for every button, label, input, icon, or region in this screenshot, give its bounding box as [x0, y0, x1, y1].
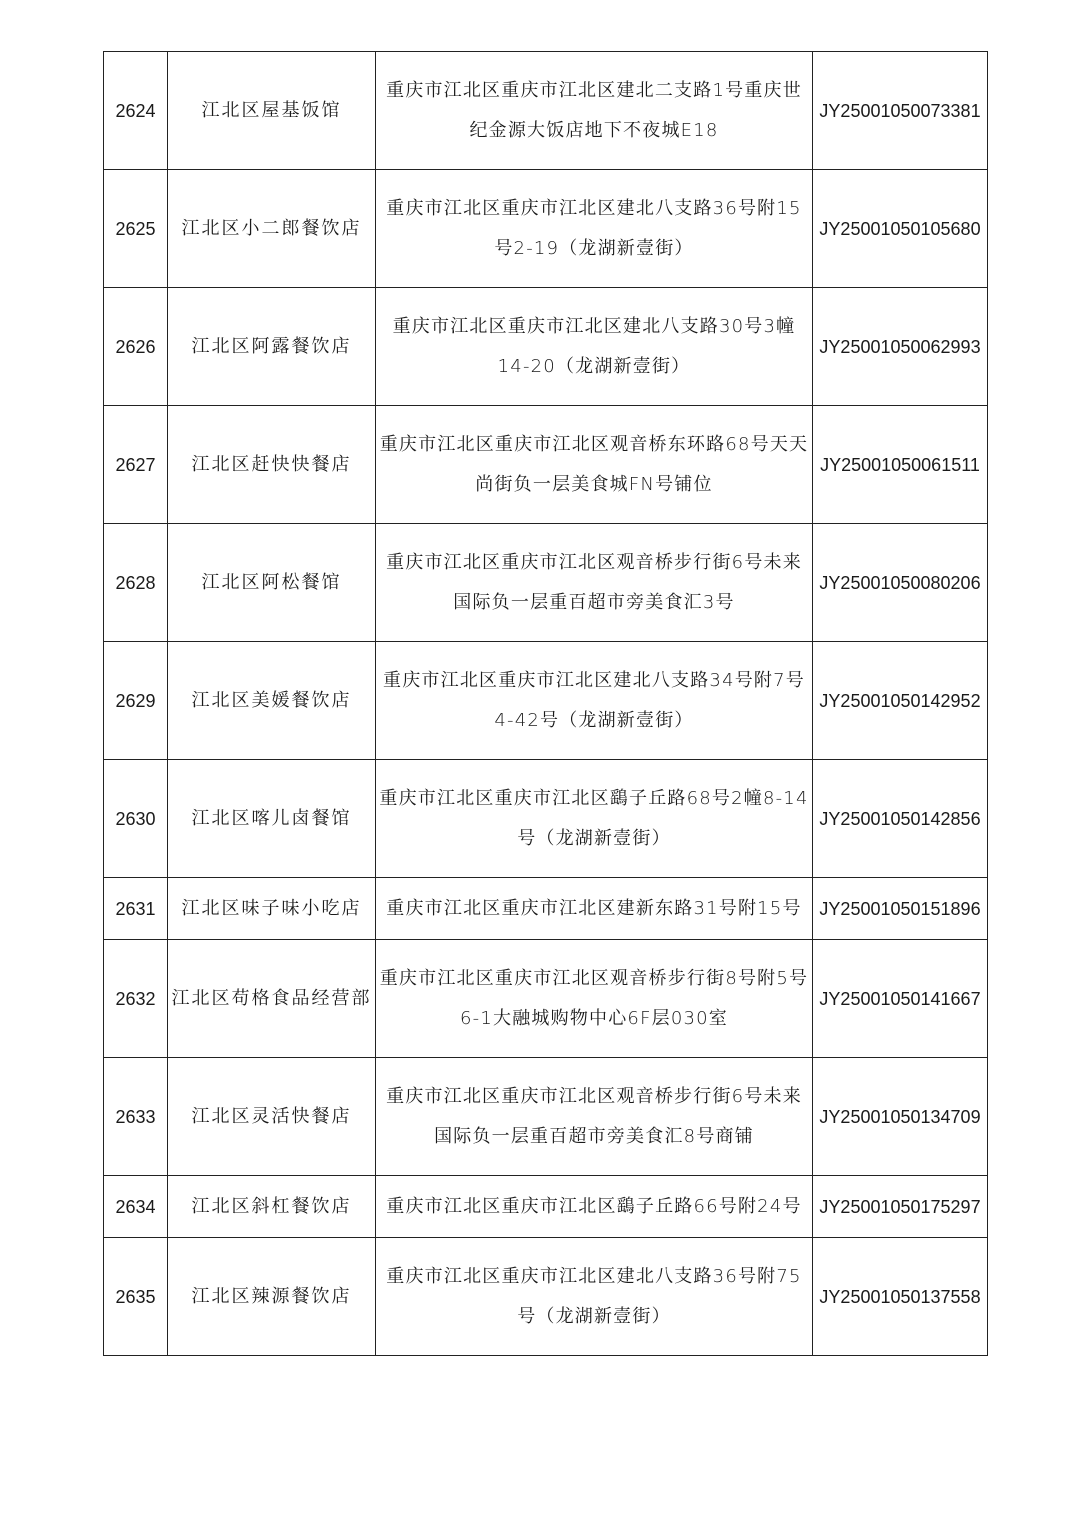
table-row [104, 288, 988, 406]
row-number: 2630 [104, 760, 168, 878]
business-name: 江北区喀儿卤餐馆 [168, 760, 376, 878]
table-row [104, 170, 988, 288]
business-address: 重庆市江北区重庆市江北区建北八支路34号附7号4-42号（龙湖新壹街） [376, 642, 813, 760]
business-name: 江北区赶快快餐店 [168, 406, 376, 524]
table-row [104, 642, 988, 760]
license-registry-table [103, 51, 988, 1356]
license-number: JY25001050151896 [813, 878, 988, 940]
business-address: 重庆市江北区重庆市江北区建北八支路36号附15号2-19（龙湖新壹街） [376, 170, 813, 288]
license-number: JY25001050142952 [813, 642, 988, 760]
row-number: 2631 [104, 878, 168, 940]
license-number: JY25001050142856 [813, 760, 988, 878]
business-name: 江北区味子味小吃店 [168, 878, 376, 940]
row-number: 2625 [104, 170, 168, 288]
business-name: 江北区苟格食品经营部 [168, 940, 376, 1058]
row-number: 2635 [104, 1238, 168, 1356]
business-name: 江北区辣源餐饮店 [168, 1238, 376, 1356]
business-address: 重庆市江北区重庆市江北区建北二支路1号重庆世纪金源大饭店地下不夜城E18 [376, 52, 813, 170]
license-number: JY25001050073381 [813, 52, 988, 170]
table-row [104, 1058, 988, 1176]
table-row [104, 760, 988, 878]
business-name: 江北区屋基饭馆 [168, 52, 376, 170]
row-number: 2633 [104, 1058, 168, 1176]
row-number: 2627 [104, 406, 168, 524]
business-name: 江北区阿松餐馆 [168, 524, 376, 642]
license-number: JY25001050105680 [813, 170, 988, 288]
row-number: 2624 [104, 52, 168, 170]
business-address: 重庆市江北区重庆市江北区鷂子丘路68号2幢8-14号（龙湖新壹街） [376, 760, 813, 878]
row-number: 2634 [104, 1176, 168, 1238]
business-address: 重庆市江北区重庆市江北区建北八支路30号3幢14-20（龙湖新壹街） [376, 288, 813, 406]
table-row [104, 1176, 988, 1238]
license-number: JY25001050080206 [813, 524, 988, 642]
table-row [104, 524, 988, 642]
business-name: 江北区灵活快餐店 [168, 1058, 376, 1176]
license-number: JY25001050061511 [813, 406, 988, 524]
table-row [104, 1238, 988, 1356]
license-number: JY25001050175297 [813, 1176, 988, 1238]
row-number: 2628 [104, 524, 168, 642]
business-address: 重庆市江北区重庆市江北区观音桥步行街6号未来国际负一层重百超市旁美食汇3号 [376, 524, 813, 642]
license-number: JY25001050134709 [813, 1058, 988, 1176]
license-number: JY25001050062993 [813, 288, 988, 406]
business-address: 重庆市江北区重庆市江北区观音桥东环路68号天天尚街负一层美食城FN号铺位 [376, 406, 813, 524]
row-number: 2629 [104, 642, 168, 760]
row-number: 2626 [104, 288, 168, 406]
business-address: 重庆市江北区重庆市江北区观音桥步行街6号未来国际负一层重百超市旁美食汇8号商铺 [376, 1058, 813, 1176]
business-name: 江北区美媛餐饮店 [168, 642, 376, 760]
business-address: 重庆市江北区重庆市江北区建北八支路36号附75号（龙湖新壹街） [376, 1238, 813, 1356]
business-address: 重庆市江北区重庆市江北区鷂子丘路66号附24号 [376, 1176, 813, 1238]
business-address: 重庆市江北区重庆市江北区观音桥步行街8号附5号6-1大融城购物中心6F层030室 [376, 940, 813, 1058]
table-row [104, 940, 988, 1058]
table-row [104, 52, 988, 170]
row-number: 2632 [104, 940, 168, 1058]
license-number: JY25001050137558 [813, 1238, 988, 1356]
table-row [104, 406, 988, 524]
business-name: 江北区阿露餐饮店 [168, 288, 376, 406]
business-name: 江北区小二郎餐饮店 [168, 170, 376, 288]
license-number: JY25001050141667 [813, 940, 988, 1058]
table-row [104, 878, 988, 940]
business-address: 重庆市江北区重庆市江北区建新东路31号附15号 [376, 878, 813, 940]
business-name: 江北区斜杠餐饮店 [168, 1176, 376, 1238]
